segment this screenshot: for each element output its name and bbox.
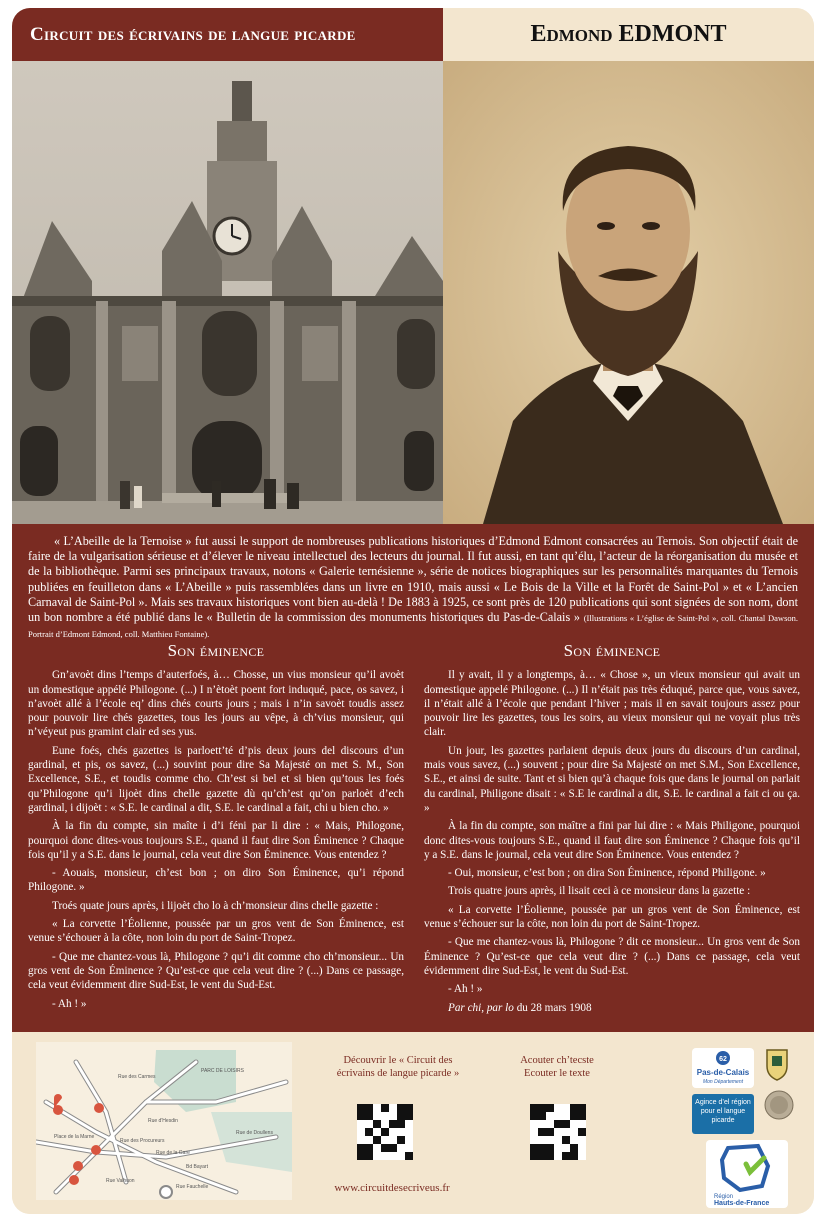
illustration-caption: (Illustrations « L’église de Saint-Pol », coll. Chantal Dawson. Portrait d’Edmont Edmond, coll. Matthieu Fontaine). <box>28 613 798 640</box>
picard-paragraph: À la fin du compte, sin maîte i d’i féni par li dire : « Mais, Philogone, pourquoi donc dites-vous toujours S.E., quand il faut dire Son Éminence ? Chaque fois qu’il y a S.E. dans le journal, cela veut dire Son Éminence. Vous entendez ? <box>28 820 404 861</box>
logo-62-name: Pas-de-Calais <box>696 1068 750 1077</box>
map-label: Rue Fauchelle <box>176 1184 209 1190</box>
french-paragraph: - Oui, monsieur, c’est bon ; on dira Son Éminence, répond Philigone. » <box>448 867 766 880</box>
picard-paragraph: - Ah ! » <box>52 997 87 1010</box>
street-map <box>36 1042 292 1200</box>
discover-circuit-text: Découvrir le « Circuit des écrivains de langue picarde » <box>336 1055 460 1079</box>
map-label: Rue d'Hesdin <box>148 1118 178 1124</box>
map-label: Place de la Marne <box>54 1134 95 1140</box>
picard-paragraph: « La corvette l’Éolienne, poussée par un gros vent de Son Éminence, est venue s’échouer à la côte, non loin du port de Saint-Tropez. <box>28 918 404 945</box>
picard-title: Son éminence <box>167 641 265 660</box>
circuit-title-banner <box>12 8 443 61</box>
listen-french-label: Ecouter le texte <box>524 1068 590 1079</box>
poster-panel <box>12 8 814 1214</box>
french-paragraph: Un jour, les gazettes parlaient depuis deux jours du discours d’un cardinal, mais vous savez, (...) souvent ; pour dire Sa Majesté on met S.M., Son Excellence, S.E., et ainsi de suite. Tant et si bien qu’à chaque fois que dans le journal on parlait du cardinal, Philigone disait : « S.E le cardinal a dit, S.E. le cardinal a fait ci ou ça. » <box>424 744 800 814</box>
seal-icon <box>764 1090 794 1120</box>
agence-picarde-logo: Agince d’el région pour el langue picarde <box>692 1094 754 1134</box>
french-paragraph: « La corvette l’Éolienne, poussée par un gros vent de Son Éminence, est venue s’échouer sur la côte, non loin du port de Saint-Tropez. <box>424 903 800 931</box>
author-name-banner <box>443 8 814 61</box>
main-text-area <box>12 524 814 1032</box>
french-paragraph: - Ah ! » <box>448 983 483 996</box>
french-paragraph: Il y avait, il y a longtemps, à… « Chose », un vieux monsieur qui avait un domestique appelé Philogone. (...) Il n’était pas très éduqué, parce que, vous savez, il n’était allé à l’école que pendant l’hiver ; mais il en savait toujours assez pour pouvoir lire les gazettes, tous les soirs, au vieux monsieur qui ne voyait plus très clair. <box>424 669 800 739</box>
circuit-title: Circuit des écrivains de langue picarde <box>30 23 356 45</box>
author-name: Edmond EDMONT <box>530 21 727 47</box>
intro-text: « L’Abeille de la Ternoise » fut aussi le support de nombreuses publications historiques d’Edmond Edmont consacrées au Ternois. Son objectif était de faire de la vulgarisation sérieuse et d’élever le niveau intellectuel des lecteurs du journal. Il fut aussi, en tant qu’élu, l’acteur de la réorganisation du musée et de la bibliothèque. Parmi ses principaux travaux, notons « Galerie ternésienne », série de notices biographiques sur les personnalités marquantes du Ternois publiées en feuilleton dans « L’Abeille » puis rassemblées dans un livre en 1910, mais aussi « Le Bois de la Ville et la Forêt de Saint-Pol » et « L’ancien Carnaval de Saint-Pol ». Mais ses travaux historiques vont bien au-delà ! De 1883 à 1925, ce sont près de 120 publications qui sont signées de son nom, dont un bon nombre a été publié dans le « Bulletin de la commission des monuments historiques du Pas-de-Calais » <box>28 534 798 625</box>
source-date: du 28 mars 1908 <box>513 1001 592 1014</box>
portrait-photo <box>443 61 814 524</box>
intro-paragraph <box>28 534 798 642</box>
map-label: Rue de Doullens <box>236 1130 273 1136</box>
french-title: Son éminence <box>563 641 661 660</box>
picard-paragraph: Gn’avoèt dins l’temps d’auterfoés, à… Chosse, un vius monsieur qu’il avoèt un domestique appélé Philogone. (...) I n’ètoèt poent fort induqué, pace, os savez, i n’avoèt allé à l’école eq’ dins chés courts jours ; mais i n’in savoèt toudis assez pour pouvoir lire chés gazettes, tous les jours au vêpe, à ch’vius monsieur, qui n’véyeut pus gramint clair ed ses yus. <box>28 669 404 739</box>
source-title: Par chi, par lo <box>448 1001 514 1014</box>
region-line1: Région <box>714 1194 734 1200</box>
map-label: Rue de la Gare <box>156 1150 190 1156</box>
church-photo <box>12 61 443 524</box>
map-label: Bd Bayart <box>186 1164 208 1170</box>
footer <box>12 1032 814 1214</box>
audio-qr-code[interactable] <box>530 1104 586 1160</box>
french-paragraph: À la fin du compte, son maître a fini par lui dire : « Mais Philigone, pourquoi donc dites-vous toujours S.E., quand il faut dire son Éminence ? Chaque fois qu’il y a S.E. dans le journal, cela veut dire Son Éminence. Vous entendez ? <box>424 820 800 861</box>
picard-paragraph: Eune foés, chés gazettes is parloett’té d’pis deux jours del discours d’un gardinal, et pis, os savez, (...) souvint pour dire Sa Majesté on met S. M., Son Excellence, S.E., et toudis comme cho. Ch’est si bel et si bien qu’tous les foés qu’Philogone qu’i lijoèt dins chelle gazette dù qu’ch’est qu’on parloèt d’ech gardinal, i dijoèt : « S.E. le cardinal a dit, S.E. le cardinal a fait, chi u bien cho. » <box>28 744 404 814</box>
picard-text-column <box>28 641 404 1015</box>
french-paragraph: Trois quatre jours après, il lisait ceci à ce monsieur dans la gazette : <box>448 885 751 898</box>
map-label: PARC DE LOISIRS <box>201 1068 244 1074</box>
map-label: Rue des Carmes <box>118 1074 156 1080</box>
town-crest-icon <box>764 1046 790 1082</box>
hauts-de-france-logo <box>706 1140 788 1208</box>
picard-paragraph: - Que me chantez-vous là, Philogone ? qu’i dit comme cho ch’monsieur... Un gros vent de Son Éminence ? Qu’est-ce que cela veut dire ? (...) Dans ce passage, cela veut évidemment dire Sud-Est, le vent du Sud-Est. <box>28 950 404 992</box>
pas-de-calais-logo <box>692 1048 754 1088</box>
source-signature <box>424 1001 800 1015</box>
french-paragraph: - Que me chantez-vous là, Philogone ? dit ce monsieur... Un gros vent de Son Éminence ? Qu’est-ce que cela veut dire ? (...) Dans ce passage, cela veut évidemment dire Sud-Est, le vent du Sud-Est. <box>424 936 800 977</box>
website-link[interactable]: www.circuitdesecriveus.fr <box>334 1182 450 1194</box>
map-label: Rue des Procureurs <box>120 1138 165 1144</box>
map-label: Rue Valhuon <box>106 1178 135 1184</box>
logo-62-tag: Mon Département <box>702 1079 744 1085</box>
picard-paragraph: - Aouais, monsieur, ch’est bon ; on diro Son Éminence, qu’i répond Philogone. » <box>28 867 404 894</box>
french-text-column <box>424 641 800 1019</box>
picard-paragraph: Troés quate jours après, i lijoèt cho lo à ch’monsieur dins chelle gazette : <box>52 899 379 912</box>
region-line2: Hauts-de-France <box>714 1200 770 1207</box>
circuit-qr-code[interactable] <box>357 1104 413 1160</box>
listen-picard-label: Acouter ch’tecste <box>520 1055 594 1066</box>
logo-62-number: 62 <box>719 1056 727 1063</box>
